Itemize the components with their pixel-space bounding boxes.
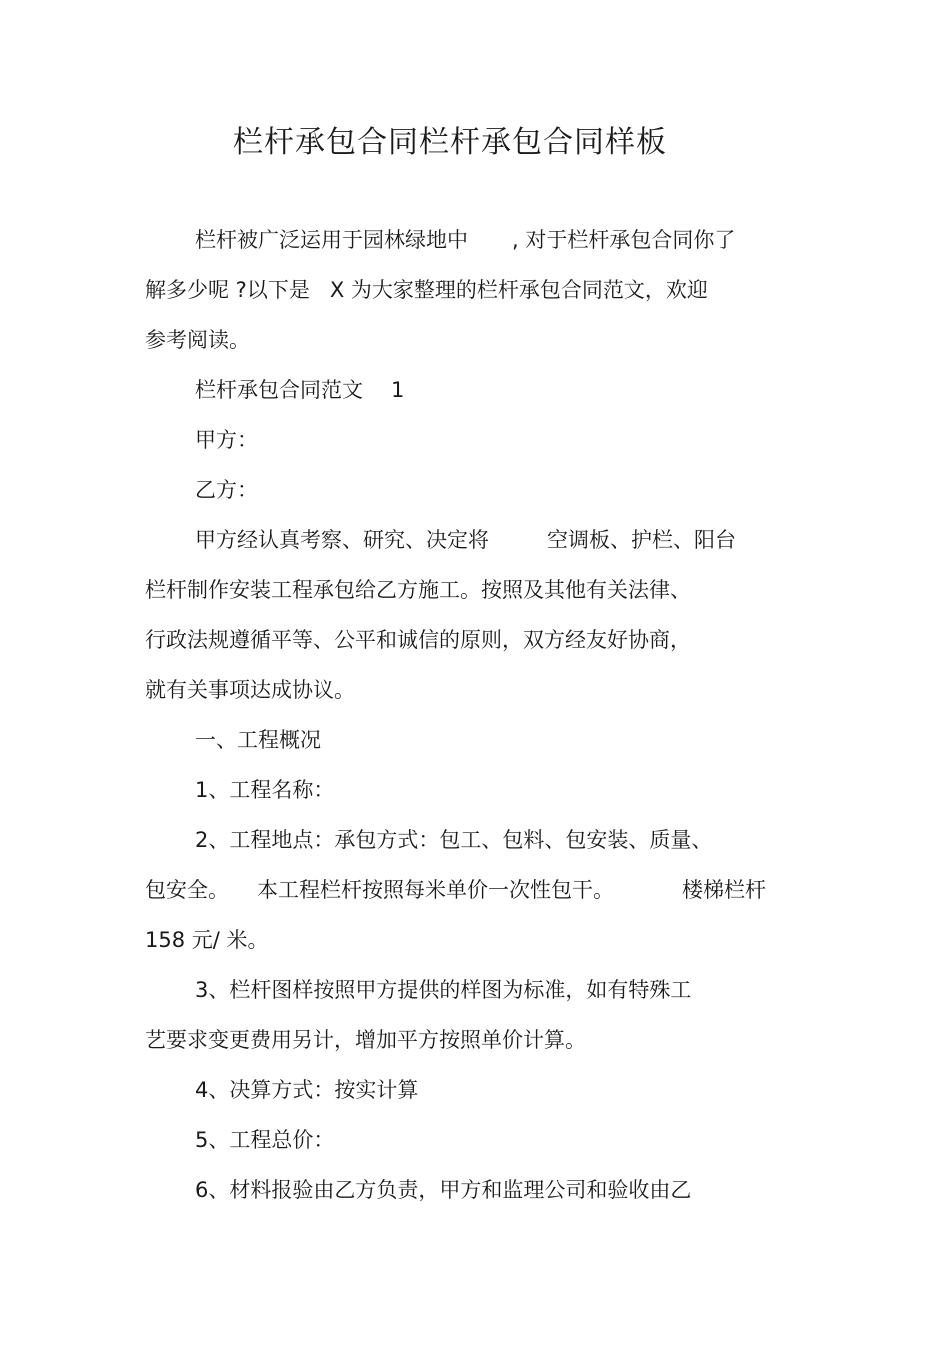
text-segment: 行政法规遵循平等、公平和诚信的原则，双方经友好协商， bbox=[145, 628, 691, 652]
text-segment: 6、材料报验由乙方负责，甲方和监理公司和验收由乙 bbox=[195, 1178, 692, 1202]
paragraph-line bbox=[145, 925, 269, 955]
text-segment: 1 bbox=[391, 378, 405, 402]
text-segment: 参考阅读。 bbox=[145, 328, 250, 352]
text-segment: 栏杆制作安装工程承包给乙方施工。按照及其他有关法律、 bbox=[145, 578, 691, 602]
paragraph-line bbox=[145, 575, 691, 605]
paragraph-line bbox=[145, 675, 355, 705]
paragraph-line bbox=[145, 875, 766, 905]
text-segment: 乙方： bbox=[195, 478, 258, 502]
document-title: 栏杆承包合同栏杆承包合同样板 bbox=[233, 125, 667, 160]
text-segment: 包安全。 bbox=[145, 878, 229, 902]
section-heading bbox=[195, 725, 321, 755]
paragraph-line bbox=[145, 275, 708, 305]
list-item bbox=[195, 825, 712, 855]
text-segment: , 对于栏杆承包合同你了 bbox=[512, 228, 736, 252]
list-item bbox=[195, 775, 334, 805]
text-segment: 一、工程概况 bbox=[195, 728, 321, 752]
paragraph-line bbox=[145, 325, 250, 355]
text-segment: 艺要求变更费用另计，增加平方按照单价计算。 bbox=[145, 1028, 586, 1052]
paragraph-line bbox=[195, 525, 736, 555]
text-segment: X 为大家整理的栏杆承包合同范文，欢迎 bbox=[329, 278, 708, 302]
text-segment: 栏杆承包合同范文 bbox=[195, 378, 363, 402]
party-a-label bbox=[195, 425, 258, 455]
list-item bbox=[195, 975, 691, 1005]
text-segment: 本工程栏杆按照每米单价一次性包干。 bbox=[257, 878, 614, 902]
text-segment: 甲方： bbox=[195, 428, 258, 452]
party-b-label bbox=[195, 475, 258, 505]
list-item bbox=[195, 1075, 418, 1105]
text-segment: 栏杆被广泛运用于园林绿地中 bbox=[195, 228, 468, 252]
text-segment: 甲方经认真考察、研究、决定将 bbox=[195, 528, 489, 552]
list-item bbox=[195, 1125, 334, 1155]
text-segment: 解多少呢 ?以下是 bbox=[145, 278, 310, 302]
paragraph-line bbox=[145, 625, 691, 655]
paragraph-line bbox=[195, 225, 735, 255]
list-item bbox=[195, 1175, 691, 1205]
text-segment: 2、工程地点：承包方式：包工、包料、包安装、质量、 bbox=[195, 828, 713, 852]
paragraph-line bbox=[145, 1025, 586, 1055]
text-segment: 就有关事项达成协议。 bbox=[145, 678, 355, 702]
text-segment: 158 元/ 米。 bbox=[145, 928, 269, 952]
text-segment: 3、栏杆图样按照甲方提供的样图为标准，如有特殊工 bbox=[195, 978, 692, 1002]
text-segment: 空调板、护栏、阳台 bbox=[547, 528, 736, 552]
text-segment: 4、决算方式：按实计算 bbox=[195, 1078, 419, 1102]
text-segment: 5、工程总价： bbox=[195, 1128, 335, 1152]
section-heading bbox=[195, 375, 404, 405]
text-segment: 1、工程名称： bbox=[195, 778, 335, 802]
text-segment: 楼梯栏杆 bbox=[682, 878, 766, 902]
